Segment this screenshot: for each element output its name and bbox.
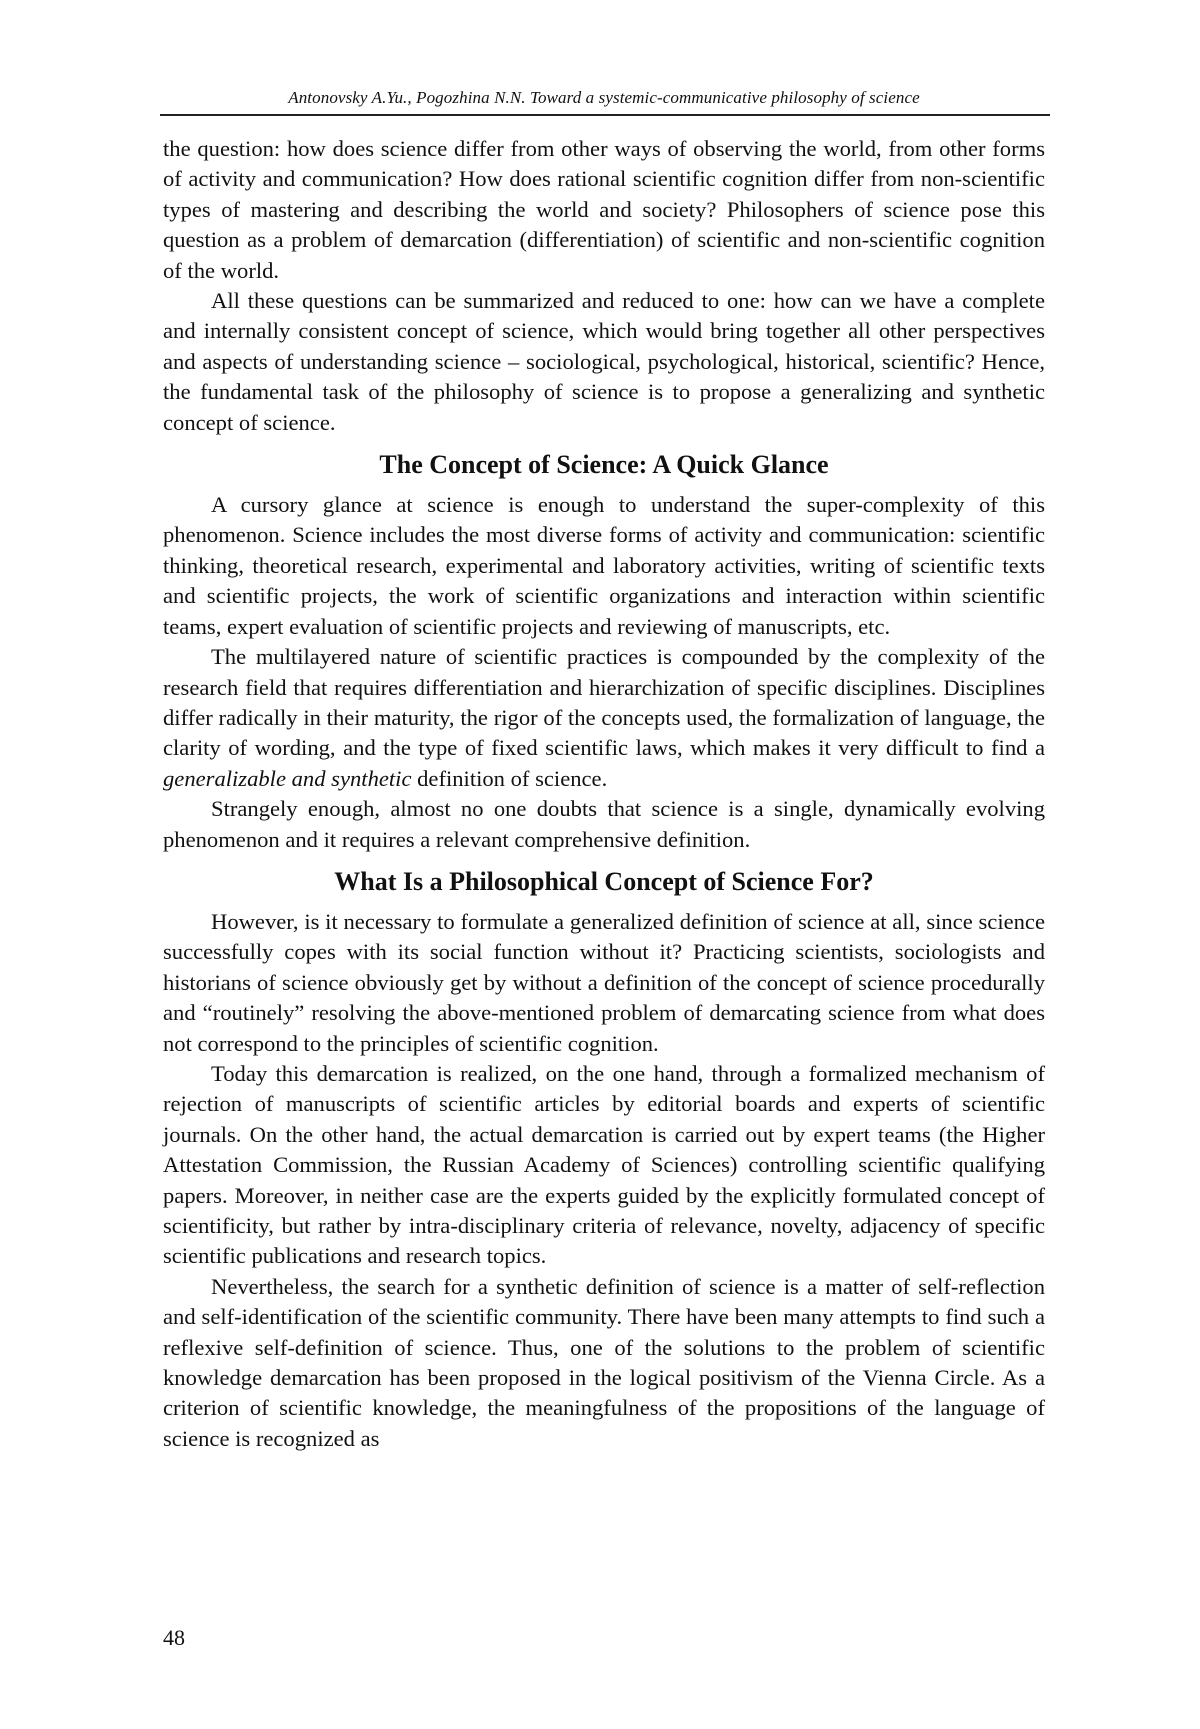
- paragraph-5: Strangely enough, almost no one doubts that science is a single, dynamically evolving phenomenon and it requires a relevant comprehensive definition.: [163, 796, 1045, 852]
- paragraph-1: the question: how does science differ from other ways of observing the world, from other forms of activity and communication? How does rational scientific cognition differ from non-scientific types of mastering and describing the world and society? Philosophers of science pose this question as a problem of demarcation (differentiation) of scientific and non-scientific cognition of the world.: [163, 136, 1045, 283]
- paragraph-4-emphasis: generalizable and synthetic: [163, 765, 412, 791]
- paragraph-2: All these questions can be summarized and reduced to one: how can we have a complete and internally consistent concept of science, which would bring together all other perspectives and aspects of understanding science – sociological, psychological, historical, scientific? Hence, the fundamental task of the philosophy of science is to propose a generalizing and synthetic concept of science.: [163, 288, 1045, 435]
- paragraph-4-start: The multilayered nature of scientific practices is compounded by the complexity of the research field that requires differentiation and hierarchization of specific disciplines. Disciplines differ radically in their maturity, the rigor of the concepts used, the formalization of language, the clarity of wording, and the type of fixed scientific laws, which makes it very difficult to find a: [163, 644, 1045, 761]
- paragraph-4-end: definition of science.: [411, 765, 608, 791]
- section-heading-concept-of-science: The Concept of Science: A Quick Glance: [379, 450, 829, 480]
- body-text: [163, 134, 1045, 1454]
- header-rule: [160, 114, 1050, 116]
- paragraph-4: [163, 642, 1045, 794]
- running-header: Antonovsky A.Yu., Pogozhina N.N. Toward a systemic-communicative philosophy of science: [288, 88, 920, 107]
- section-heading-philosophical-concept: What Is a Philosophical Concept of Science For?: [334, 866, 874, 896]
- paragraph-3: A cursory glance at science is enough to understand the super-complexity of this phenomenon. Science includes the most diverse forms of activity and communication: scientific thinking, theoretical research, experimental and laboratory activities, writing of scientific texts and scientific projects, the work of scientific organizations and interaction within scientific teams, expert evaluation of scientific projects and reviewing of manuscripts, etc.: [163, 492, 1045, 639]
- paragraph-8: Nevertheless, the search for a synthetic definition of science is a matter of self-reflection and self-identification of the scientific community. There have been many attempts to find such a reflexive self-definition of science. Thus, one of the solutions to the problem of scientific knowledge demarcation has been proposed in the logical positivism of the Vienna Circle. As a criterion of scientific knowledge, the meaningfulness of the propositions of the language of science is recognized as: [163, 1273, 1045, 1451]
- paragraph-7: Today this demarcation is realized, on the one hand, through a formalized mechanism of rejection of manuscripts of scientific articles by editorial boards and experts of scientific journals. On the other hand, the actual demarcation is carried out by expert teams (the Higher Attestation Commission, the Russian Academy of Sciences) controlling scientific qualifying papers. Moreover, in neither case are the experts guided by the explicitly formulated concept of scientificity, but rather by intra-disciplinary criteria of relevance, novelty, adjacency of specific scientific publications and research topics.: [163, 1060, 1045, 1269]
- paragraph-6: However, is it necessary to formulate a generalized definition of science at all, since science successfully copes with its social function without it? Practicing scientists, sociologists and historians of science obviously get by without a definition of the concept of science procedurally and “routinely” resolving the above-mentioned problem of demarcating science from what does not correspond to the principles of scientific cognition.: [163, 908, 1045, 1056]
- page-number: 48: [163, 1625, 185, 1650]
